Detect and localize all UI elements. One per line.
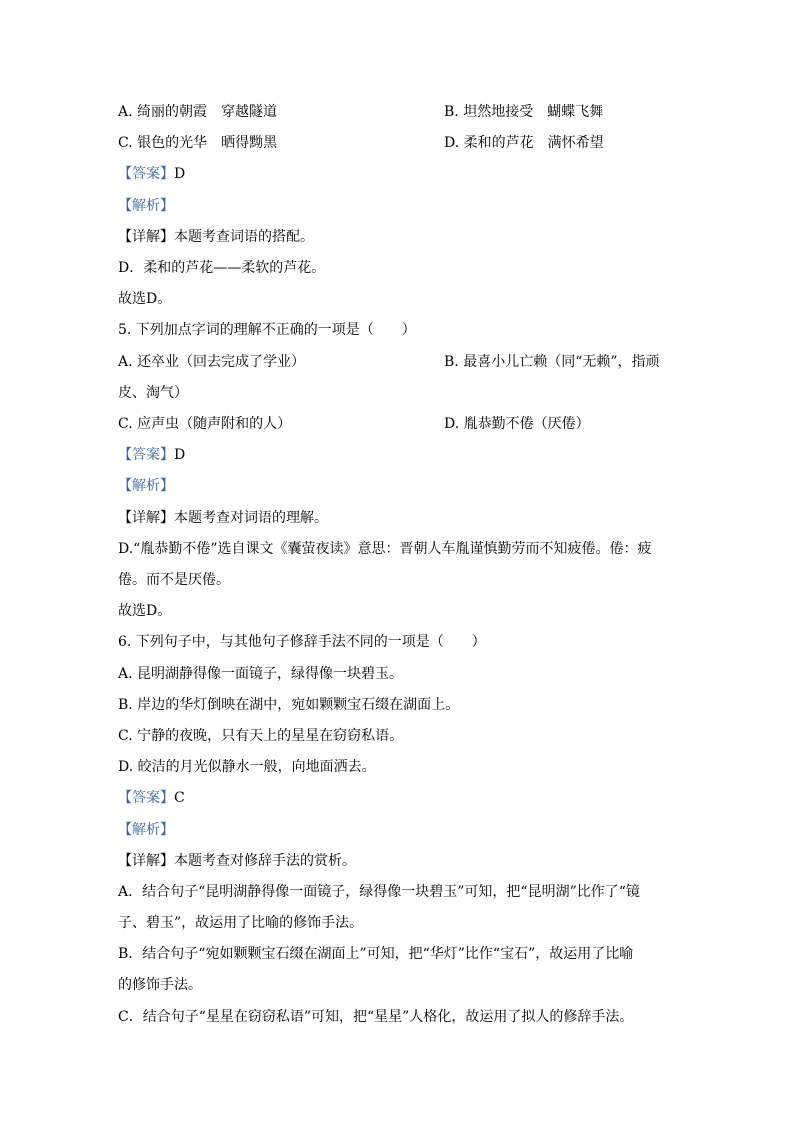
q5-detail [118,508,328,528]
q6-option-b: B. 岸边的华灯倒映在湖中，宛如颗颗宝石缀在湖面上。 [118,697,460,713]
q6-option-d: D. 皎洁的月光似静水一般，向地面洒去。 [118,759,376,775]
q4-conclusion: 故选D。 [118,291,172,307]
q5-answer [118,445,185,465]
q5-explanation-line2: 倦。而不是厌倦。 [118,572,230,588]
q6-explanation-b-line2: 的修饰手法。 [118,977,202,993]
q5-option-d: D. 胤恭勤不倦（厌倦） [444,416,590,432]
q6-explanation-a-line1: A．结合句子“昆明湖静得像一面镜子，绿得像一块碧玉”可知，把“昆明湖”比作了“镜 [118,884,640,900]
q6-option-a: A. 昆明湖静得像一面镜子，绿得像一块碧玉。 [118,666,404,682]
q4-explanation: D．柔和的芦花——柔软的芦花。 [118,260,326,276]
q6-analysis-tag: 【解析】 [118,822,174,838]
answer-value: D [174,166,186,182]
q5-option-a: A. 还卒业（回去完成了学业） [118,354,306,370]
q4-option-a: A. 绮丽的朝霞 穿越隧道 [118,104,278,120]
detail-tag: 【详解】 [118,229,174,245]
q4-analysis-tag: 【解析】 [118,198,174,214]
q5-explanation-line1: D.“胤恭勤不倦”选自课文《囊萤夜读》意思：晋朝人车胤谨慎勤劳而不知疲倦。倦：疲 [118,541,652,557]
q5-analysis-tag: 【解析】 [118,478,174,494]
q4-option-c: C. 银色的光华 晒得黝黑 [118,135,278,151]
q6-explanation-a-line2: 子、碧玉”，故运用了比喻的修饰手法。 [118,915,364,931]
q5-question: 5. 下列加点字词的理解不正确的一项是（ ） [118,322,416,338]
q6-explanation-b-line1: B．结合句子“宛如颗颗宝石缀在湖面上”可知，把“华灯”比作“宝石”，故运用了比喻 [118,946,634,962]
detail-tag: 【详解】 [118,853,174,869]
detail-text: 本题考查对词语的理解。 [174,510,328,526]
answer-tag: 【答案】 [118,166,174,182]
q5-conclusion: 故选D。 [118,603,172,619]
q5-option-c: C. 应声虫（随声附和的人） [118,416,292,432]
q6-detail [118,851,356,871]
q4-option-b: B. 坦然地接受 蝴蝶飞舞 [444,104,604,120]
q5-option-b-line2: 皮、淘气） [118,385,188,401]
answer-tag: 【答案】 [118,447,174,463]
q5-option-b-line1: B. 最喜小儿亡赖（同“无赖”，指顽 [444,354,660,370]
answer-tag: 【答案】 [118,790,174,806]
detail-tag: 【详解】 [118,510,174,526]
q6-question: 6. 下列句子中，与其他句子修辞手法不同的一项是（ ） [118,634,486,650]
detail-text: 本题考查对修辞手法的赏析。 [174,853,356,869]
answer-value: D [174,447,186,463]
q6-explanation-c: C．结合句子“星星在窃窃私语”可知，把“星星”人格化，故运用了拟人的修辞手法。 [118,1009,634,1025]
q6-answer [118,788,185,808]
q4-option-d: D. 柔和的芦花 满怀希望 [444,135,604,151]
q4-detail [118,227,314,247]
answer-value: C [174,790,185,806]
q4-answer [118,164,185,184]
detail-text: 本题考查词语的搭配。 [174,229,314,245]
q6-option-c: C. 宁静的夜晚，只有天上的星星在窃窃私语。 [118,728,404,744]
